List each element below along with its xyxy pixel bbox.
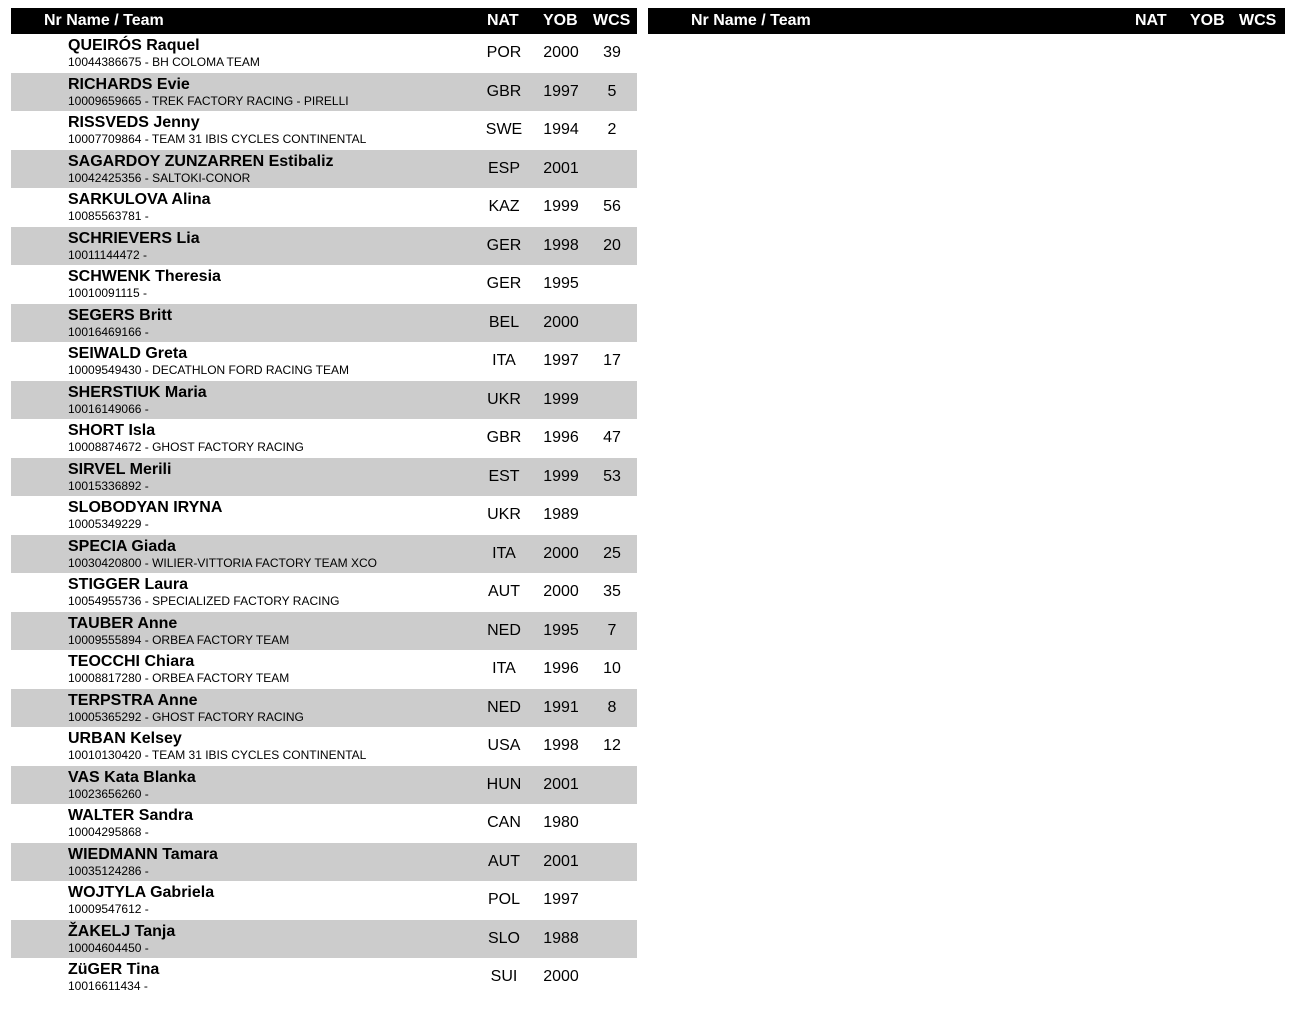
rider-nat: EST: [488, 467, 520, 485]
table-row: [11, 727, 637, 766]
table-header-left: [11, 8, 637, 34]
rider-uci-team: 10042425356 - SALTOKI-CONOR: [68, 170, 251, 185]
rider-name: ZüGER Tina: [68, 961, 160, 978]
rider-yob: 1995: [543, 621, 579, 639]
rider-wcs: 12: [603, 737, 621, 754]
table-row: [11, 227, 637, 266]
rider-wcs: 2: [607, 121, 617, 138]
rider-nat: UKR: [487, 390, 521, 408]
rider-wcs: 47: [603, 429, 621, 446]
rider-yob: 2001: [543, 159, 579, 177]
rider-uci-team: 10015336892 -: [68, 478, 149, 493]
rider-name: SIRVEL Merili: [68, 460, 172, 478]
rider-name: SHORT Isla: [68, 422, 156, 439]
table-row: [11, 843, 637, 882]
rider-uci-team: 10010130420 - TEAM 31 IBIS CYCLES CONTINENTAL: [68, 748, 367, 762]
header-name-team: Nr Name / Team: [44, 12, 164, 29]
rider-name: QUEIRÓS Raquel: [68, 37, 200, 54]
table-row: [11, 342, 637, 381]
rider-yob: 1991: [543, 698, 579, 716]
table-row: [11, 920, 637, 959]
rider-yob: 1999: [543, 390, 579, 408]
rider-name: TEOCCHI Chiara: [68, 653, 195, 670]
rider-uci-team: 10010091115 -: [68, 286, 147, 300]
rider-name: SARKULOVA Alina: [68, 191, 211, 208]
rider-wcs: 5: [607, 82, 617, 100]
rider-yob: 2000: [543, 313, 579, 331]
rider-wcs: 39: [603, 44, 621, 61]
rider-wcs: 35: [603, 583, 621, 600]
table-row: [11, 381, 637, 420]
rider-nat: USA: [487, 737, 521, 754]
table-row: [11, 650, 637, 689]
rider-yob: 1999: [543, 467, 579, 485]
rider-nat: AUT: [488, 852, 520, 870]
rider-yob: 2000: [543, 44, 579, 61]
rider-name: SCHWENK Theresia: [68, 268, 221, 285]
rider-nat: ITA: [492, 352, 516, 369]
rider-uci-team: 10004295868 -: [68, 825, 149, 839]
rider-yob: 1998: [543, 737, 579, 754]
rider-nat: NED: [487, 698, 521, 716]
rider-nat: GBR: [486, 429, 522, 446]
rider-wcs: 17: [603, 352, 621, 369]
table-row: [11, 111, 637, 150]
rider-uci-team: 10005365292 - GHOST FACTORY RACING: [68, 709, 304, 724]
rider-nat: CAN: [487, 814, 521, 831]
rider-yob: 1997: [543, 352, 579, 369]
rider-wcs: 8: [607, 698, 617, 716]
table-row: [11, 881, 637, 920]
rider-nat: SUI: [490, 968, 518, 985]
table-row: [11, 304, 637, 343]
table-row: [11, 458, 637, 497]
rider-uci-team: 10005349229 -: [68, 517, 149, 531]
rider-yob: 1995: [543, 275, 579, 292]
rider-name: WOJTYLA Gabriela: [68, 884, 215, 901]
rider-nat: UKR: [487, 506, 521, 523]
rider-uci-team: 10016469166 -: [68, 324, 149, 339]
table-row: [11, 535, 637, 574]
rider-name: SLOBODYAN IRYNA: [68, 499, 223, 516]
rider-uci-team: 10004604450 -: [68, 940, 149, 955]
table-row: [11, 150, 637, 189]
rider-yob: 1994: [543, 121, 579, 138]
rider-uci-team: 10035124286 -: [68, 863, 149, 878]
rider-uci-team: 10011144472 -: [68, 247, 147, 262]
header-nat: NAT: [487, 12, 519, 29]
table-header-right: [648, 8, 1285, 34]
rider-wcs: 53: [603, 467, 621, 485]
rider-name: URBAN Kelsey: [68, 730, 182, 747]
table-row: [11, 496, 637, 535]
rider-nat: ITA: [492, 544, 516, 562]
rider-name: TERPSTRA Anne: [68, 691, 198, 709]
rider-yob: 2000: [543, 968, 579, 985]
rider-wcs: 56: [603, 198, 621, 215]
rider-uci-team: 10054955736 - SPECIALIZED FACTORY RACING: [68, 594, 340, 608]
rider-name: WALTER Sandra: [68, 807, 194, 824]
table-row: [11, 804, 637, 843]
rider-nat: NED: [487, 621, 521, 639]
table-row: [11, 573, 637, 612]
rider-yob: 1996: [543, 660, 579, 677]
table-row: [11, 766, 637, 805]
table-row: [11, 689, 637, 728]
rider-uci-team: 10009547612 -: [68, 902, 149, 916]
rider-name: STIGGER Laura: [68, 576, 189, 593]
rider-uci-team: 10016149066 -: [68, 401, 149, 416]
rider-nat: SLO: [487, 929, 520, 947]
rider-nat: BEL: [488, 313, 520, 331]
start-list-left-column: [11, 8, 637, 997]
rider-nat: GER: [486, 236, 522, 254]
table-row: [11, 612, 637, 651]
table-row: [11, 958, 637, 997]
header-wcs: WCS: [593, 12, 631, 29]
rider-uci-team: 10085563781 -: [68, 209, 149, 223]
rider-yob: 1980: [543, 814, 579, 831]
rider-wcs: 20: [603, 236, 621, 254]
rider-uci-team: 10008817280 - ORBEA FACTORY TEAM: [68, 671, 290, 685]
rider-nat: ESP: [487, 159, 520, 177]
rider-yob: 2001: [543, 852, 579, 870]
rider-uci-team: 10016611434 -: [68, 979, 148, 993]
header-yob: YOB: [543, 12, 578, 29]
table-row: [11, 34, 637, 73]
rider-yob: 1997: [543, 891, 579, 908]
table-row: [11, 73, 637, 112]
rider-name: TAUBER Anne: [68, 614, 178, 632]
rider-rows: [11, 34, 637, 997]
rider-nat: HUN: [486, 775, 522, 793]
rider-yob: 2001: [543, 775, 579, 793]
rider-nat: KAZ: [488, 198, 520, 215]
rider-yob: 2000: [543, 583, 579, 600]
rider-nat: ITA: [492, 660, 516, 677]
rider-yob: 1989: [543, 506, 579, 523]
rider-name: VAS Kata Blanka: [68, 768, 196, 786]
rider-nat: GBR: [486, 82, 522, 100]
rider-uci-team: 10009659665 - TREK FACTORY RACING - PIRELLI: [68, 93, 349, 108]
rider-name: SPECIA Giada: [68, 537, 176, 555]
rider-wcs: 10: [603, 660, 621, 677]
rider-name: SEGERS Britt: [68, 306, 173, 324]
header-wcs: WCS: [1239, 12, 1277, 29]
rider-uci-team: 10023656260 -: [68, 786, 149, 801]
header-yob: YOB: [1190, 12, 1225, 29]
rider-name: SCHRIEVERS Lia: [68, 229, 200, 247]
header-name-team: Nr Name / Team: [691, 12, 811, 29]
rider-uci-team: 10044386675 - BH COLOMA TEAM: [68, 55, 260, 69]
rider-yob: 1988: [543, 929, 579, 947]
rider-yob: 1998: [543, 236, 579, 254]
rider-uci-team: 10030420800 - WILIER-VITTORIA FACTORY TEAM XCO: [68, 555, 378, 570]
rider-wcs: 25: [603, 544, 621, 562]
rider-name: WIEDMANN Tamara: [68, 845, 218, 863]
rider-uci-team: 10007709864 - TEAM 31 IBIS CYCLES CONTINENTAL: [68, 132, 367, 146]
rider-nat: POL: [487, 891, 520, 908]
rider-nat: SWE: [485, 121, 523, 138]
rider-uci-team: 10009555894 - ORBEA FACTORY TEAM: [68, 632, 290, 647]
rider-name: SHERSTIUK Maria: [68, 383, 207, 401]
rider-nat: GER: [486, 275, 522, 292]
table-row: [11, 265, 637, 304]
rider-name: ŽAKELJ Tanja: [68, 922, 176, 940]
header-nat: NAT: [1135, 12, 1167, 29]
rider-wcs: 7: [607, 621, 617, 639]
rider-name: SEIWALD Greta: [68, 345, 188, 362]
start-list-right-column: [648, 8, 1285, 34]
rider-uci-team: 10008874672 - GHOST FACTORY RACING: [68, 440, 304, 454]
rider-name: RICHARDS Evie: [68, 75, 190, 93]
rider-yob: 1999: [543, 198, 579, 215]
rider-uci-team: 10009549430 - DECATHLON FORD RACING TEAM: [68, 363, 349, 377]
rider-yob: 1997: [543, 82, 579, 100]
rider-name: RISSVEDS Jenny: [68, 114, 200, 131]
rider-nat: POR: [486, 44, 522, 61]
rider-nat: AUT: [488, 583, 520, 600]
rider-name: SAGARDOY ZUNZARREN Estibaliz: [68, 152, 334, 170]
table-row: [11, 188, 637, 227]
rider-yob: 1996: [543, 429, 579, 446]
rider-yob: 2000: [543, 544, 579, 562]
table-row: [11, 419, 637, 458]
